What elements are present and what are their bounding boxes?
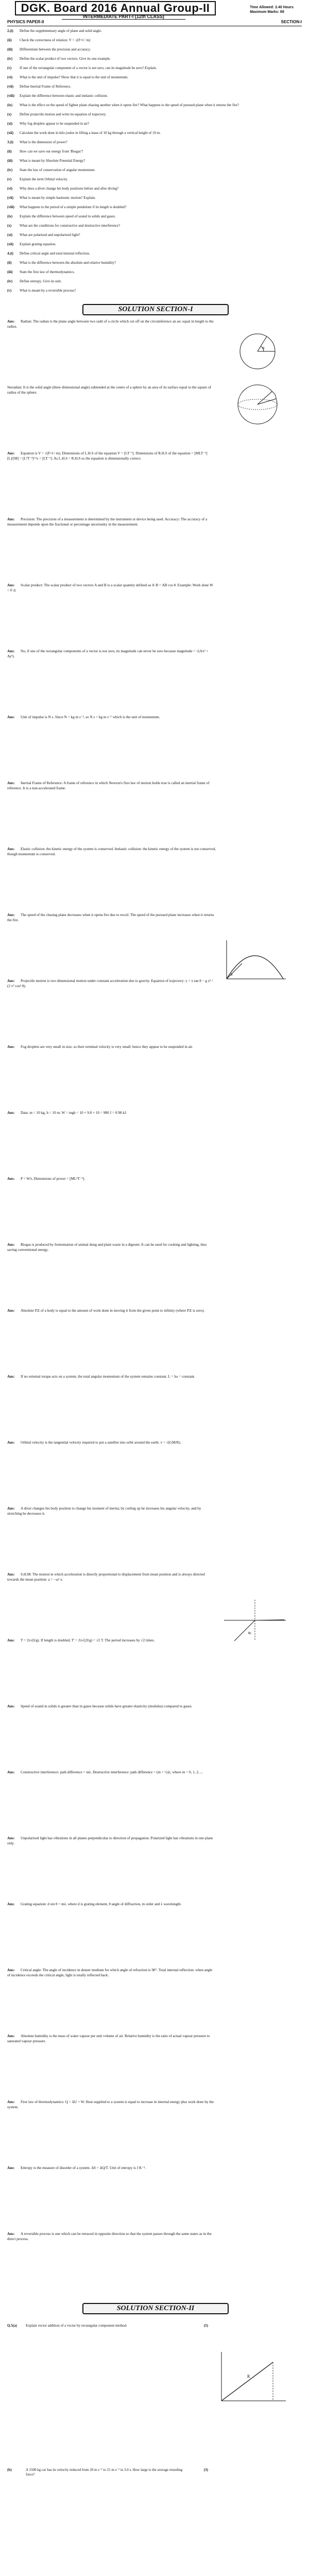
short-question (7, 261, 302, 270)
short-question-text: State the first law of thermodynamics. (20, 270, 75, 274)
answer-label: Ans: (7, 979, 15, 983)
short-question-text: Why fog droplets appear to be suspended in air? (20, 122, 90, 126)
answer-block (7, 781, 216, 791)
short-question-text: How can we save our energy from 'Biogas'? (20, 149, 83, 154)
short-question-text: Calculate the work done in kilo joules in lifting a mass of 10 kg through a vertical height of 10 m. (20, 131, 161, 135)
answer-block (7, 517, 216, 527)
section-title-1: SOLUTION SECTION-I (82, 304, 229, 315)
answer-block (7, 1243, 216, 1252)
long-question (7, 2468, 208, 2483)
answer-label: Ans: (7, 847, 15, 851)
answer-block (7, 1572, 216, 1582)
short-question-number: (iii) (7, 47, 13, 52)
svg-text:θc: θc (248, 1631, 252, 1635)
answer-label: Ans: (7, 1375, 15, 1379)
short-question (7, 29, 302, 38)
answer-text: No, if one of the rectangular components of a vector is not zero, its magnitude can never be zero because magnitude = √(Ax² + Ay²). (7, 649, 209, 658)
short-question-number: (iv) (7, 168, 13, 172)
answer-label: Ans: (7, 649, 15, 653)
answer-label: Ans: (7, 2232, 15, 2236)
answer-label: Ans: (7, 1440, 15, 1445)
answer-label: Ans: (7, 1638, 15, 1642)
answer-text: Fog droplets are very small in size, so their terminal velocity is very small; hence they appear to be suspended in air. (21, 1045, 193, 1049)
answer-text: Biogas is produced by fermentation of animal dung and plant waste in a digester. It can be used for cooking and lighting, thus saving conventional energy. (7, 1243, 207, 1252)
long-question-number: Q.5(a) (7, 2324, 17, 2328)
answer-label: Ans: (7, 1243, 15, 1247)
long-question (7, 2324, 208, 2339)
answer-block (7, 2034, 216, 2044)
short-question-text: What is the unit of impulse? Show that it is equal to the unit of momentum. (20, 75, 129, 79)
answer-text: Grating equation: d sin θ = mλ, where d is grating element, θ angle of diffraction, m order and λ wavelength. (21, 1902, 182, 1906)
answer-text: First law of thermodynamics: Q = ΔU + W. Heat supplied to a system is equal to increase in internal energy plus work done by the system. (7, 2100, 214, 2109)
short-question (7, 131, 302, 140)
radian-figure (227, 330, 288, 371)
answer-text: A diver changes his body position to change his moment of inertia; by curling up he increases his angular velocity, and by stretching he decreases it. (7, 1506, 201, 1516)
answer-block (7, 1704, 216, 1709)
answer-block (7, 913, 216, 923)
answer-text: Projectile motion is two dimensional motion under constant acceleration due to gravity. Equation of trajectory: y = x tan θ − g x² / (2 v² cos² θ). (7, 979, 213, 988)
answer-label: Ans: (7, 1836, 15, 1840)
answer-text: Critical angle: The angle of incidence in denser medium for which angle of refraction is 90°. Total internal reflection: when angle of incidence exceeds the critical angle, light is totally reflected back. (7, 1968, 213, 1977)
short-question-number: 3.(i) (7, 140, 13, 144)
answer-block (7, 1968, 216, 1978)
short-question (7, 177, 302, 187)
short-question-text: Explain the difference between speed of sound in solids and gases. (20, 214, 116, 218)
projectile-figure (221, 938, 288, 984)
answer-block (7, 1375, 216, 1380)
page-subtitle: INTERMEDIATE PART-I (11th CLASS) (62, 14, 185, 20)
short-question-number: (iii) (7, 159, 13, 163)
short-question-number: (vi) (7, 187, 13, 191)
paper-label: PHYSICS PAPER-II (7, 20, 44, 24)
meta-marks: Maximum Marks: 68 (250, 10, 284, 14)
answer-text: Absolute humidity is the mass of water vapour per unit volume of air. Relative humidity is the ratio of actual vapour pressure to saturated vapour pressure. (7, 2034, 210, 2043)
long-question-text: A 1500 kg car has its velocity reduced from 20 m s⁻¹ to 15 m s⁻¹ in 3.0 s. How large is the average retarding force? (26, 2468, 183, 2477)
short-question-text: What are polarized and unpolarized light? (20, 233, 80, 237)
long-question-number: (b) (7, 2468, 12, 2472)
short-question-text: If one of the rectangular component of a vector is not zero, can its magnitude be zero? Explain. (20, 66, 157, 70)
short-question-number: (ii) (7, 149, 12, 154)
section-title-2: SOLUTION SECTION-II (82, 2303, 229, 2314)
short-question-number: (iv) (7, 57, 13, 61)
short-question (7, 279, 302, 289)
short-question-text: What are the conditions for constructive and destructive interference? (20, 224, 121, 228)
answer-text: Constructive interference: path difference = mλ. Destructive interference: path difference = (m + ½)λ, where m = 0, 1, 2, ... (21, 1770, 203, 1774)
page-title: DGK. Board 2016 Annual Group-II (7, 1, 224, 15)
short-question-number: (x) (7, 112, 12, 116)
short-question-text: Define entropy. Give its unit. (20, 279, 62, 283)
critical-angle-figure (221, 1597, 288, 1643)
svg-text:θ: θ (263, 346, 265, 350)
answer-block (7, 1902, 216, 1907)
answer-label: Ans: (7, 715, 15, 719)
answer-text: Equation is V = √(F×l / m). Dimensions of L.H.S of the equation V = [LT⁻¹]. Dimensions of R.H.S of the equation = [MLT⁻²][L]/[M] = [L²T⁻²]^½ = [LT⁻¹]. As L.H.S = R.H.S so the equation is dimensionally correct. (7, 451, 208, 461)
short-question-number: (xi) (7, 233, 13, 237)
short-question-number: (vii) (7, 196, 14, 200)
short-question-number: (v) (7, 66, 12, 70)
answer-label: Ans: (7, 1770, 15, 1774)
short-question-number: (v) (7, 177, 12, 181)
short-question-text: Explain the difference between elastic and inelastic collision. (20, 94, 108, 98)
short-question (7, 38, 302, 47)
answer-label: Ans: (7, 583, 15, 587)
answer-block (7, 1638, 216, 1643)
meta-time: Time Allowed: 2.40 Hours (250, 6, 294, 9)
answer-label: Ans: (7, 1572, 15, 1577)
answer-label: Ans: (7, 1111, 15, 1115)
short-question-text: What is meant by simple harmonic motion? Explain. (20, 196, 96, 200)
short-question-number: (vii) (7, 84, 14, 89)
short-question (7, 168, 302, 177)
answer-text: S.H.M: The motion in which acceleration is directly proportional to displacement from mean position and is always directed towards the mean position: a = −ω² x. (7, 1572, 205, 1582)
short-question (7, 112, 302, 122)
exam-meta (250, 5, 294, 14)
answer-label: Ans: (7, 1506, 15, 1511)
short-question-number: (iii) (7, 270, 13, 274)
short-question-number: (vi) (7, 75, 13, 79)
answer-label: Ans: (7, 1177, 15, 1181)
short-question (7, 149, 302, 159)
short-question-number: (iv) (7, 279, 13, 283)
answer-label: Ans: (7, 1902, 15, 1906)
answer-label: Ans: (7, 517, 15, 521)
short-question-text: What is meant by a reversible process? (20, 289, 76, 293)
short-question-text: Explain the term Orbital velocity. (20, 177, 68, 181)
answer-block (7, 583, 216, 593)
paper-row (7, 20, 302, 26)
answer-text: Steradian: It is the solid angle (three dimensional angle) subtended at the centre of a sphere by an area of its surface equal to the square of radius of the sphere. (7, 385, 211, 395)
answer-block (7, 1506, 216, 1516)
short-question-text: Why does a diver change his body positions before and after diving? (20, 187, 119, 191)
short-question-text: What is meant by Absolute Potential Energy? (20, 159, 85, 163)
answer-block (7, 1770, 216, 1775)
answer-block (7, 2232, 216, 2242)
short-question-text: What is the effect on the speed of fighter plane chasing another when it opens fire? What happens to the speed of pursued plane when it returns the fire? (20, 103, 239, 107)
answer-label: Ans: (7, 2100, 15, 2104)
short-question-number: (xi) (7, 122, 13, 126)
answer-text: Unit of impulse is N s. Since N = kg m s⁻², so N s = kg m s⁻¹ which is the unit of momentum. (21, 715, 160, 719)
short-question (7, 122, 302, 131)
answer-block (7, 1045, 216, 1050)
answer-label: Ans: (7, 1309, 15, 1313)
short-question-text: Define the scalar product of two vectors. Give its one example. (20, 57, 111, 61)
answer-text: Data: m = 10 kg, h = 10 m. W = mgh = 10 × 9.8 × 10 = 980 J = 0.98 kJ. (21, 1111, 127, 1115)
answer-label: Ans: (7, 913, 15, 917)
short-question (7, 196, 302, 205)
short-question-number: (v) (7, 289, 12, 293)
answer-label: Ans: (7, 1968, 15, 1972)
short-question-number: (xii) (7, 242, 14, 246)
short-question (7, 289, 302, 298)
answer-block (7, 649, 216, 659)
answer-text: If no external torque acts on a system, the total angular momentum of the system remains constant. L = Iω = constant. (21, 1375, 195, 1379)
short-question-number: (ix) (7, 103, 13, 107)
short-question (7, 66, 302, 75)
answer-text: Unpolarized light has vibrations in all planes perpendicular to direction of propagation. Polarized light has vibrations in one plane only. (7, 1836, 213, 1845)
short-question-text: Differentiate between the precision and accuracy. (20, 47, 91, 52)
short-question-text: What happens to the period of a simple pendulum if its length is doubled? (20, 205, 127, 209)
svg-text:θ: θ (231, 973, 233, 977)
short-question-number: (viii) (7, 205, 14, 209)
short-question-number: (viii) (7, 94, 14, 98)
answer-text: P = W/t, Dimensions of power = [ML²T⁻³]. (21, 1177, 85, 1181)
answer-text: Precision: The precision of a measurement is determined by the instrument or device being used. Accuracy: The accuracy of a measurement depends upon the fractional or percentage uncertainty in the measurement. (7, 517, 208, 527)
answer-block (7, 451, 216, 461)
short-question (7, 47, 302, 57)
short-question-text: Define projectile motion and write its equation of trajectory. (20, 112, 107, 116)
answer-text: T = 2π√(l/g). If length is doubled, T' = 2π√(2l/g) = √2 T. The period increases by √2 times. (21, 1638, 155, 1642)
answer-label: Ans: (7, 451, 15, 455)
answer-text: Scalar product: The scalar product of two vectors A and B is a scalar quantity defined as A·B = AB cos θ. Example: Work done W = F·d. (7, 583, 213, 592)
short-question (7, 251, 302, 261)
answer-block (7, 2100, 216, 2110)
answer-block (7, 1111, 216, 1116)
short-question-number: (ii) (7, 38, 12, 42)
answer-block (7, 847, 216, 857)
answer-label: Ans: (7, 781, 15, 785)
short-question (7, 75, 302, 84)
short-question-text: Check the correctness of relation: V = √(F×l / m) (20, 38, 91, 42)
answer-block (7, 1309, 216, 1314)
short-question (7, 94, 302, 103)
answer-block (7, 1440, 216, 1446)
short-question (7, 140, 302, 149)
short-question-text: Explain grating equation. (20, 242, 56, 246)
short-question (7, 242, 302, 251)
short-question-text: State the law of conservation of angular momentum. (20, 168, 95, 172)
answer-label: Ans: (7, 2034, 15, 2038)
short-question-text: Define critical angle and total internal reflection. (20, 251, 90, 256)
short-question-text: What is the dimension of power? (20, 140, 67, 144)
short-question-number: (x) (7, 224, 12, 228)
short-question (7, 103, 302, 112)
short-question (7, 57, 302, 66)
short-question (7, 224, 302, 233)
answer-label: Ans: (7, 2166, 15, 2170)
answer-label: Ans: (7, 319, 15, 324)
short-question (7, 205, 302, 214)
answer-label: Ans: (7, 1704, 15, 1708)
long-question-marks: (3) (203, 2468, 208, 2472)
answer-block (7, 2166, 216, 2171)
vector-components-figure (216, 2349, 288, 2406)
short-question (7, 270, 302, 279)
short-question-text: Define the supplementary angle of plane and solid angle. (20, 29, 102, 33)
short-question-number: (xii) (7, 131, 14, 135)
short-question-number: (ix) (7, 214, 13, 218)
answer-text: Entropy is the measure of disorder of a system. ΔS = ΔQ/T. Unit of entropy is J K⁻¹. (21, 2166, 146, 2170)
answer-text: A reversible process is one which can be retraced in opposite direction so that the system passes through the same states as in the direct process. (7, 2232, 212, 2241)
short-question (7, 187, 302, 196)
short-question (7, 233, 302, 242)
answer-text: Inertial Frame of Reference: A frame of reference in which Newton's first law of motion holds true is called an inertial frame of reference. It is a non-accelerated frame. (7, 781, 210, 790)
answer-text: Absolute P.E of a body is equal to the amount of work done in moving it from the given point to infinity (where P.E is zero). (21, 1309, 205, 1313)
answer-block (7, 319, 216, 329)
short-question (7, 159, 302, 168)
short-question-number: 4.(i) (7, 251, 13, 256)
answer-block (7, 1836, 216, 1846)
short-question-text: Define Inertial Frame of Reference. (20, 84, 72, 89)
long-question-text: Explain vector addition of a vector by rectangular component method. (26, 2324, 127, 2328)
answer-block (7, 979, 216, 989)
answer-text: Speed of sound in solids is greater than in gases because solids have greater elasticity (modulus) compared to gases. (21, 1704, 193, 1708)
section-label: SECTION-I (281, 20, 302, 24)
answer-block (7, 1177, 216, 1182)
answer-text: Orbital velocity is the tangential velocity required to put a satellite into orbit around the earth: v = √(GM/R). (21, 1440, 181, 1445)
answer-label: Ans: (7, 1045, 15, 1049)
answer-block (7, 715, 216, 720)
short-question-text: What is the difference between the absolute and relative humidity? (20, 261, 116, 265)
long-question-marks: (5) (203, 2324, 208, 2328)
short-question-number: 2.(i) (7, 29, 13, 33)
short-question (7, 84, 302, 94)
short-question (7, 214, 302, 224)
steradian-figure (227, 381, 288, 428)
answer-block (7, 385, 216, 395)
answer-text: Elastic collision: the kinetic energy of the system is conserved. Inelastic collision: the kinetic energy of the system is not conserved, though momentum is conserved. (7, 847, 216, 856)
answer-text: Radian: The radian is the plane angle between two radii of a circle which cut off on the circumference an arc equal in length to the radius. (7, 319, 214, 329)
short-question-number: (ii) (7, 261, 12, 265)
page-header (7, 1, 302, 14)
answer-text: The speed of the chasing plane decreases when it opens fire due to recoil. The speed of the pursued plane increases when it returns the fire. (7, 913, 214, 922)
svg-text:R: R (247, 2374, 250, 2379)
